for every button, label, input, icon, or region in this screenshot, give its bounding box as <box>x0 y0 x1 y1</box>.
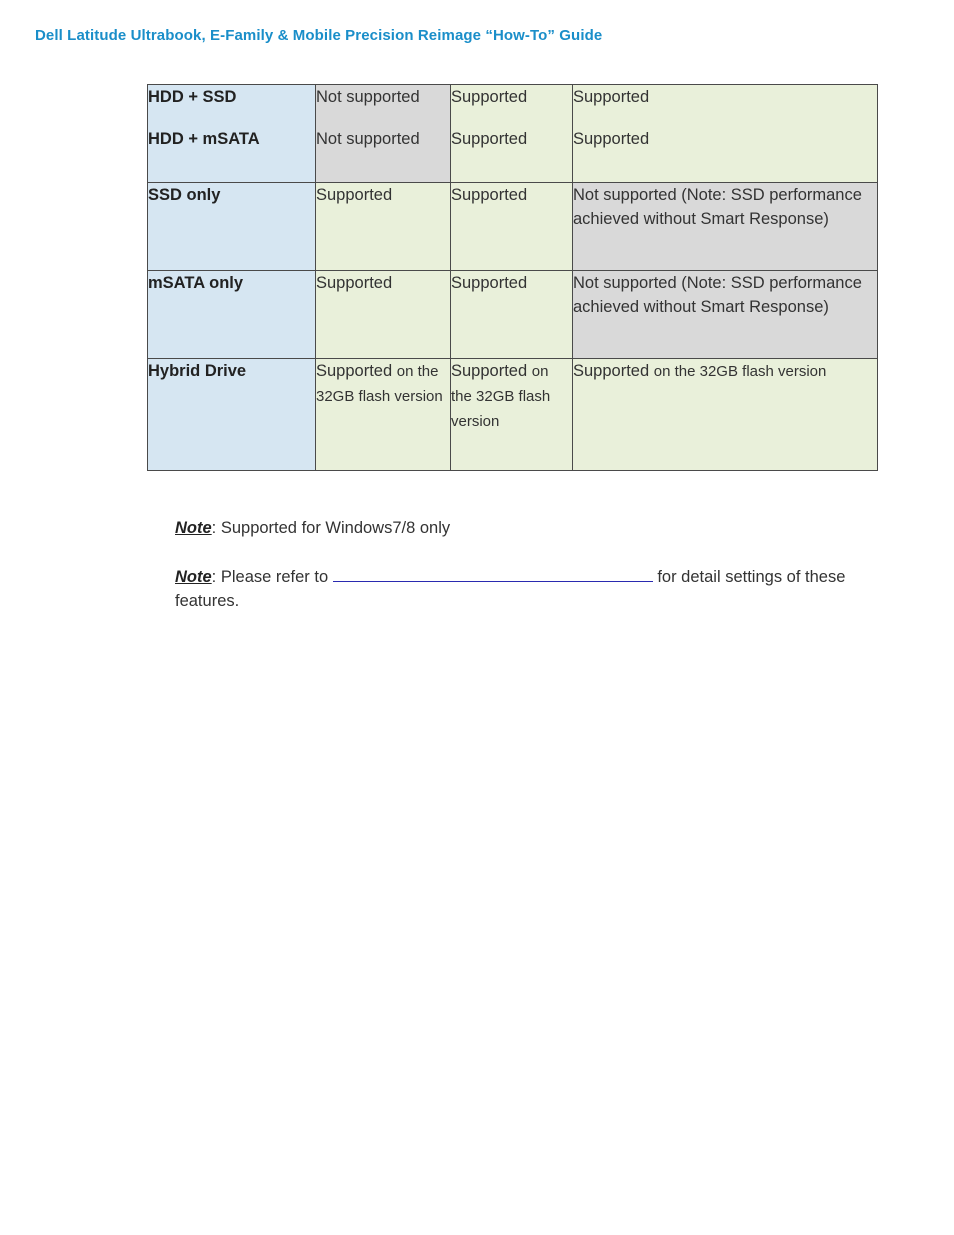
document-header-title: Dell Latitude Ultrabook, E-Family & Mobile Precision Reimage “How-To” Guide <box>35 27 603 44</box>
cell-value: Supported <box>451 88 528 106</box>
table-row-ssd-only <box>148 183 878 271</box>
table-cell: Supported <box>451 183 573 271</box>
row-label-hdd-msata: HDD + mSATA <box>148 130 260 148</box>
table-row-hybrid-drive <box>148 359 878 471</box>
table-cell <box>573 85 878 183</box>
note-label: Note <box>175 519 212 537</box>
table-row-hdd-combos <box>148 85 878 183</box>
table-cell <box>451 359 573 471</box>
table-cell: Supported <box>316 183 451 271</box>
table-cell <box>573 359 878 471</box>
note-refer-settings <box>175 563 875 613</box>
cell-value: Supported <box>316 362 393 380</box>
row-label-ssd-only: SSD only <box>148 183 316 271</box>
table-cell <box>316 85 451 183</box>
cell-value: Supported <box>451 362 528 380</box>
row-label-cell <box>148 85 316 183</box>
cell-value: Supported <box>451 130 528 148</box>
note-text: for detail settings of these features. <box>175 568 846 610</box>
note-windows-support <box>175 516 875 540</box>
row-label-msata-only: mSATA only <box>148 271 316 359</box>
cell-value-detail: on the 32GB flash version <box>316 363 443 405</box>
table-cell: Supported <box>451 271 573 359</box>
cell-value: Not supported <box>316 130 420 148</box>
note-colon: : <box>211 568 221 586</box>
support-matrix-table <box>147 84 878 471</box>
cell-value-detail: on the 32GB flash version <box>451 363 551 430</box>
row-label-hybrid-drive: Hybrid Drive <box>148 359 316 471</box>
note-colon: : <box>211 519 221 537</box>
note-text: Please refer to <box>220 568 329 586</box>
table-cell: Not supported (Note: SSD performance achieved without Smart Response) <box>573 271 878 359</box>
note-label: Note <box>175 568 212 586</box>
row-label-hdd-ssd: HDD + SSD <box>148 88 237 106</box>
table-cell <box>451 85 573 183</box>
cell-value: Supported <box>573 130 650 148</box>
cell-value: Supported <box>573 88 650 106</box>
cell-value-detail: on the 32GB flash version <box>653 363 827 380</box>
note-text: Supported for Windows7/8 only <box>220 519 451 537</box>
cell-value: Not supported <box>316 88 420 106</box>
notes-section <box>175 516 875 613</box>
table-cell <box>316 359 451 471</box>
reference-link[interactable] <box>333 563 653 582</box>
table-cell: Supported <box>316 271 451 359</box>
table-row-msata-only <box>148 271 878 359</box>
table-cell: Not supported (Note: SSD performance achieved without Smart Response) <box>573 183 878 271</box>
cell-value: Supported <box>573 362 650 380</box>
